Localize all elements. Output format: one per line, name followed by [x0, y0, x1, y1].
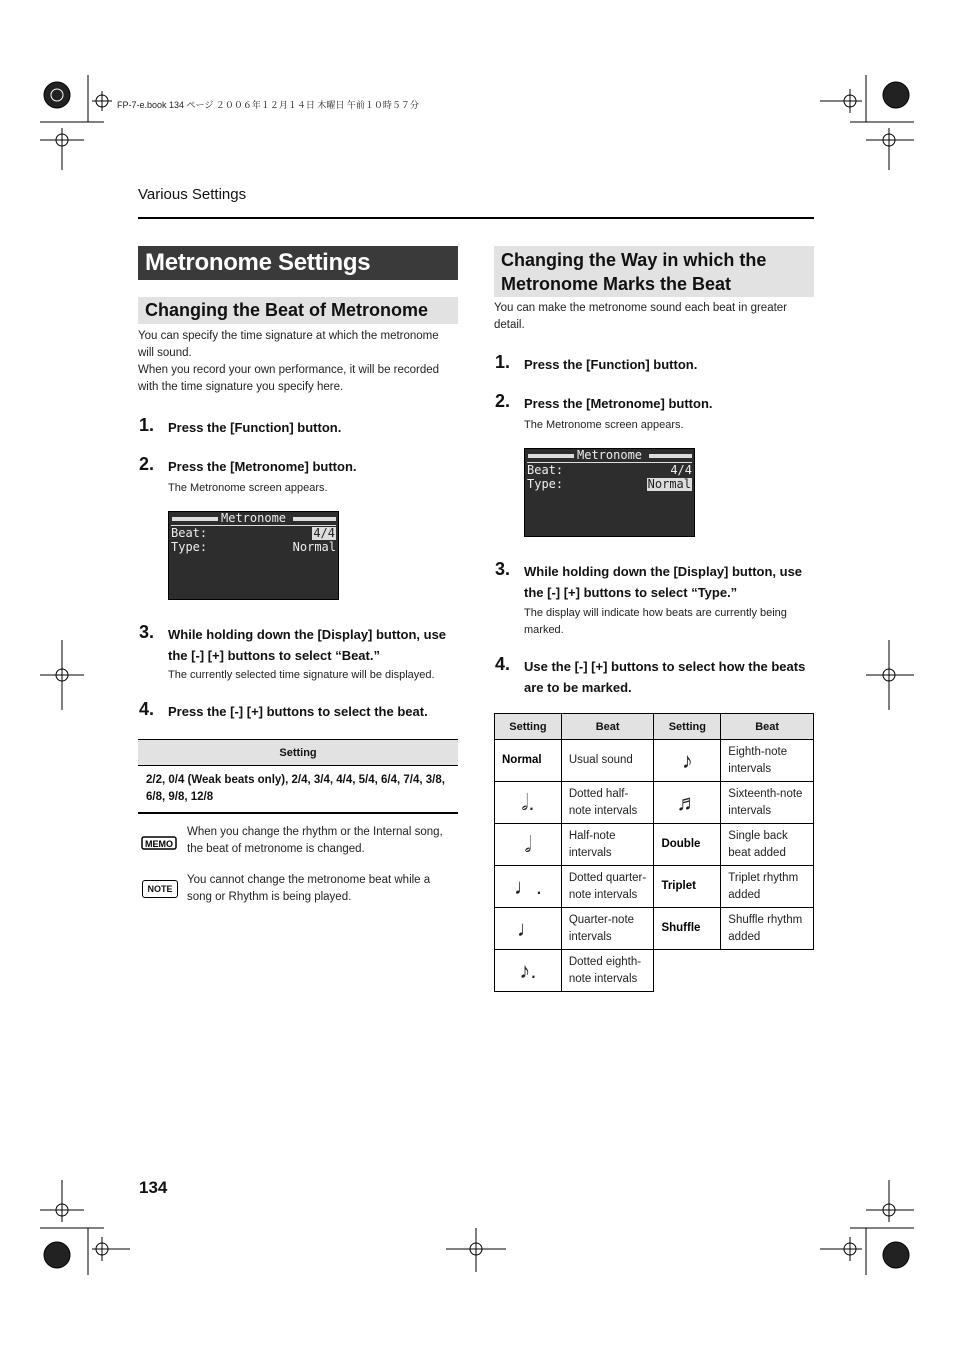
- step-number: 3.: [495, 559, 511, 579]
- lcd-type-value: Normal: [647, 477, 691, 491]
- right-intro: You can make the metronome sound each beat in greater detail.: [494, 302, 788, 331]
- beat-cell: Shuffle rhythm added: [721, 908, 814, 950]
- step-text: Press the [Function] button.: [168, 420, 342, 435]
- dotted-quarter-note-icon: ♩.: [495, 866, 562, 908]
- table-header: Setting: [654, 714, 721, 740]
- step-text: Use the [-] [+] buttons to select how the beats are to be marked.: [524, 659, 806, 695]
- lcd-titlebar: [171, 511, 336, 526]
- beat-cell: Dotted quarter-note intervals: [561, 866, 654, 908]
- step-note: The currently selected time signature will be displayed.: [168, 669, 435, 681]
- setting-cell: Triplet: [654, 866, 721, 908]
- memo-text: When you change the rhythm or the Internal song, the beat of metronome is changed.: [187, 826, 443, 855]
- memo-label: MEMO: [145, 839, 173, 849]
- lcd-screen: [168, 511, 339, 600]
- setting-cell: Shuffle: [654, 908, 721, 950]
- lcd-type-label: Type:: [171, 540, 208, 554]
- beat-cell: Triplet rhythm added: [721, 866, 814, 908]
- step-text: Press the [Metronome] button.: [168, 459, 357, 474]
- beat-cell: Usual sound: [561, 740, 654, 782]
- table-header: Beat: [561, 714, 654, 740]
- table-row: [495, 866, 814, 908]
- step-note: The Metronome screen appears.: [168, 482, 328, 494]
- step-note: The display will indicate how beats are currently being marked.: [524, 607, 787, 636]
- quarter-note-icon: ♩: [495, 908, 562, 950]
- step-number: 4.: [495, 654, 511, 674]
- beat-settings-table: [138, 739, 458, 814]
- table-row: [495, 740, 814, 782]
- step-number: 1.: [495, 352, 511, 372]
- step-number: 2.: [139, 454, 155, 474]
- table-row: [495, 950, 814, 992]
- lcd-beat-value: 4/4: [313, 526, 335, 540]
- beat-cell: Half-note intervals: [561, 824, 654, 866]
- beat-cell: Single back beat added: [721, 824, 814, 866]
- lcd-screen: [524, 448, 695, 537]
- lcd-type-value: Normal: [292, 540, 336, 554]
- beat-cell: Dotted eighth-note intervals: [561, 950, 654, 992]
- step-number: 4.: [139, 699, 155, 719]
- table-row: [495, 824, 814, 866]
- step-text: Press the [-] [+] buttons to select the beat.: [168, 704, 428, 719]
- left-intro-1: You can specify the time signature at which the metronome will sound.: [138, 330, 439, 359]
- lcd-beat-label: Beat:: [527, 463, 564, 477]
- lcd-title: Metronome: [577, 448, 643, 462]
- step-number: 3.: [139, 622, 155, 642]
- step-number: 1.: [139, 415, 155, 435]
- table-cell: 2/2, 0/4 (Weak beats only), 2/4, 3/4, 4/4, 5/4, 6/4, 7/4, 3/8, 6/8, 9/8, 12/8: [138, 766, 458, 814]
- section-label: Various Settings: [138, 186, 247, 203]
- lcd-title: Metronome: [221, 511, 287, 525]
- table-header: Beat: [721, 714, 814, 740]
- lcd-titlebar: [527, 448, 692, 463]
- lcd-beat-value: 4/4: [670, 463, 692, 477]
- half-note-icon: 𝅗𝅥: [495, 824, 562, 866]
- table-row: [495, 782, 814, 824]
- beat-cell: Eighth-note intervals: [721, 740, 814, 782]
- note-icon: NOTE: [142, 880, 178, 898]
- header-rule: [138, 217, 814, 219]
- step-text: Press the [Function] button.: [524, 357, 698, 372]
- table-header: Setting: [495, 714, 562, 740]
- beat-cell: Sixteenth-note intervals: [721, 782, 814, 824]
- table-header: Setting: [138, 740, 458, 766]
- step-note: The Metronome screen appears.: [524, 419, 684, 431]
- beat-cell: Dotted half-note intervals: [561, 782, 654, 824]
- note-text: You cannot change the metronome beat while a song or Rhythm is being played.: [187, 874, 431, 903]
- page-title: Metronome Settings: [138, 246, 458, 280]
- sixteenth-note-icon: ♬: [654, 782, 721, 824]
- step-text: Press the [Metronome] button.: [524, 396, 713, 411]
- lcd-type-label: Type:: [527, 477, 564, 491]
- left-subheading: Changing the Beat of Metronome: [138, 297, 458, 324]
- lcd-beat-label: Beat:: [171, 526, 208, 540]
- table-row: [495, 908, 814, 950]
- step-number: 2.: [495, 391, 511, 411]
- dotted-eighth-note-icon: ♪.: [495, 950, 562, 992]
- file-header: FP-7-e.book 134 ページ ２００６年１２月１４日 木曜日 午前１０時５７分: [117, 100, 419, 110]
- step-text: While holding down the [Display] button, use the [-] [+] buttons to select “Beat.”: [168, 627, 447, 663]
- beat-type-table: [494, 713, 814, 992]
- setting-cell: Double: [654, 824, 721, 866]
- dotted-half-note-icon: 𝅗𝅥.: [495, 782, 562, 824]
- memo-icon: [141, 834, 177, 852]
- page-number: 134: [139, 1178, 168, 1197]
- step-text: While holding down the [Display] button, use the [-] [+] buttons to select “Type.”: [524, 564, 803, 600]
- beat-cell: Quarter-note intervals: [561, 908, 654, 950]
- setting-cell: Normal: [495, 740, 562, 782]
- right-subheading: Changing the Way in which the Metronome Marks the Beat: [494, 246, 814, 297]
- eighth-note-icon: ♪: [654, 740, 721, 782]
- left-intro-2: When you record your own performance, it will be recorded with the time signature you specify here.: [138, 364, 440, 393]
- left-intro: [138, 328, 456, 396]
